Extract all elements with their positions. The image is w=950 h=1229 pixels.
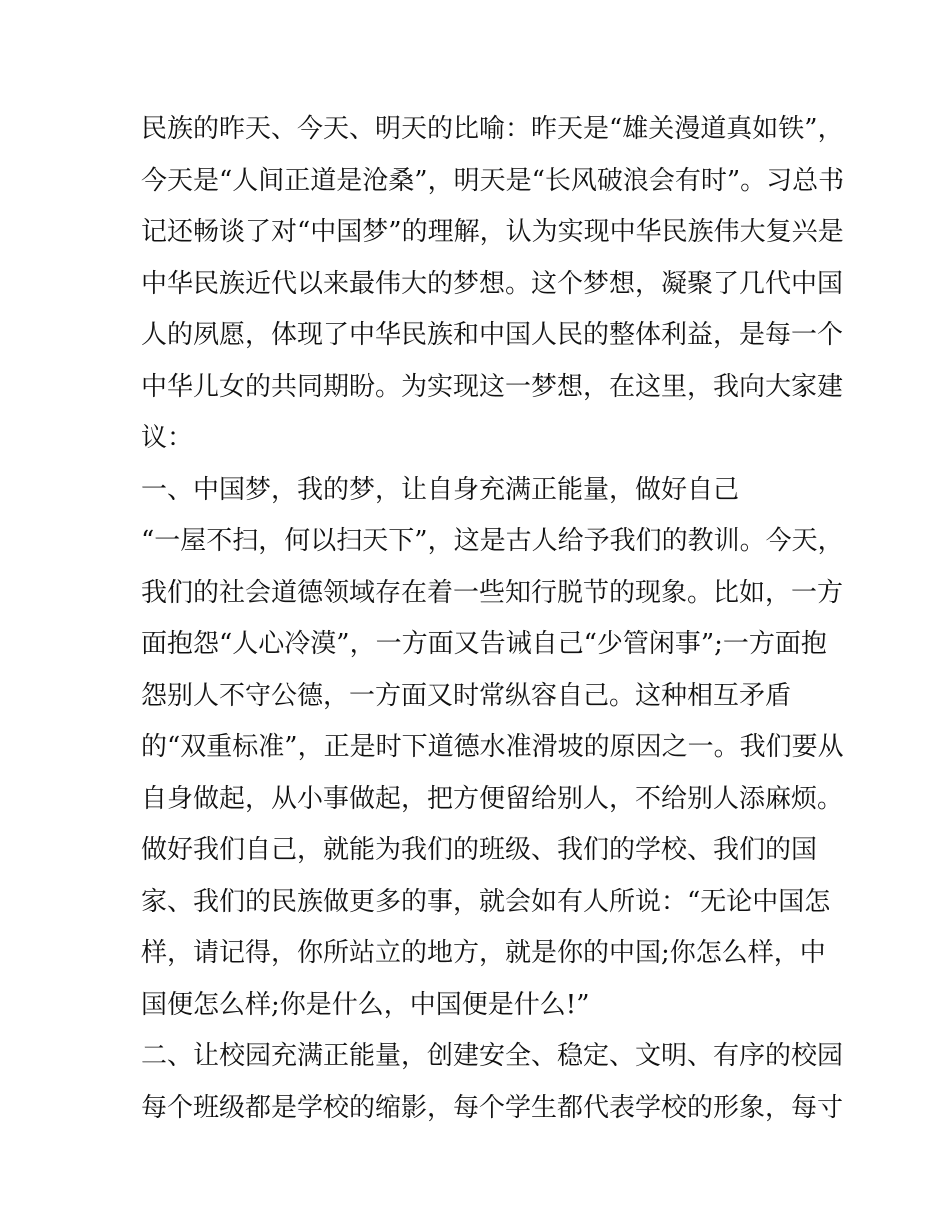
text-line: 中华民族近代以来最伟大的梦想。这个梦想，凝聚了几代中国 [141,268,844,299]
text-line: 怨别人不守公德，一方面又时常纵容自己。这种相互矛盾 [141,680,792,711]
text-line: 记还畅谈了对“中国梦”的理解，认为实现中华民族伟大复兴是 [141,217,844,247]
text-line: 做好我们自己，就能为我们的班级、我们的学校、我们的国 [141,835,818,865]
document-body [141,104,845,1134]
text-line: 国便怎么样;你是什么，中国便是什么!” [141,989,590,1020]
text-line: 今天是“人间正道是沧桑”，明天是“长风破浪会有时”。习总书 [141,165,845,196]
text-line: 家、我们的民族做更多的事，就会如有人所说：“无论中国怎 [141,886,831,917]
text-line: 人的夙愿，体现了中华民族和中国人民的整体利益，是每一个 [141,320,844,350]
text-line: “一屋不扫，何以扫天下”，这是古人给予我们的教训。今天， [141,526,844,556]
text-line: 民族的昨天、今天、明天的比喻：昨天是“雄关漫道真如铁”， [141,114,844,144]
text-line: 的“双重标准”，正是时下道德水准滑坡的原因之一。我们要从 [141,732,844,762]
text-line: 面抱怨“人心冷漠”，一方面又告诫自己“少管闲事”;一方面抱 [141,629,827,659]
section-heading-2: 二、让校园充满正能量，创建安全、稳定、文明、有序的校园 [141,1041,844,1071]
text-line: 议： [141,423,194,453]
text-line: 我们的社会道德领域存在着一些知行脱节的现象。比如，一方 [141,577,844,608]
text-line: 每个班级都是学校的缩影，每个学生都代表学校的形象，每寸 [141,1092,844,1123]
text-line: 自身做起，从小事做起，把方便留给别人，不给别人添麻烦。 [141,783,844,814]
section-heading-1: 一、中国梦，我的梦，让自身充满正能量，做好自己 [141,474,740,505]
text-line: 样，请记得，你所站立的地方，就是你的中国;你怎么样，中 [141,938,826,968]
text-line: 中华儿女的共同期盼。为实现这一梦想，在这里，我向大家建 [141,371,844,402]
